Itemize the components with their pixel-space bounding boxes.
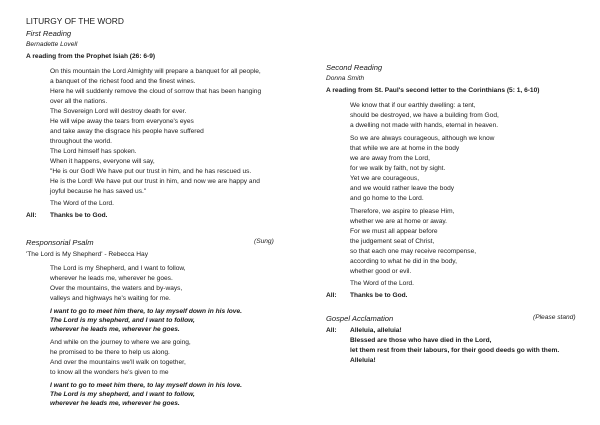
psalm-refrain-line: I want to go to meet him there, to lay myself down in his love. [50, 308, 242, 315]
psalm-verse-line: The Lord is my Shepherd, and I want to follow, [50, 265, 186, 272]
first-reading-reader: Bernadette Lovell [26, 41, 78, 48]
reading-line: "He is our God! We have put our trust in him, and he has rescued us. [50, 168, 252, 175]
reading-line: the judgement seat of Christ, [350, 238, 435, 245]
reading-line: throughout the world. [50, 138, 112, 145]
second-reading-source: A reading from St. Paul's second letter to the Corinthians (5: 1, 6-10) [326, 87, 540, 94]
reading-line: for we walk by faith, not by sight. [350, 165, 446, 172]
second-reading-reader: Donna Smith [326, 75, 365, 82]
reading-line: and take away the disgrace his people have suffered [50, 128, 204, 135]
acclamation-line: Alleluia! [350, 357, 376, 364]
reading-line: The Sovereign Lord will destroy death for ever. [50, 108, 187, 115]
acclamation-line: Alleluia, alleluia! [350, 327, 402, 334]
psalm-subtitle: 'The Lord is My Shepherd' - Rebecca Hay [26, 251, 148, 258]
reading-line: over all the nations. [50, 98, 108, 105]
psalm-refrain-line: The Lord is my shepherd, and I want to follow, [50, 391, 195, 398]
reading-line: that while we are at home in the body [350, 145, 460, 152]
reading-line: joyful because he has saved us." [50, 188, 147, 195]
acclamation-note: (Please stand) [533, 314, 576, 321]
second-reading-resp-label: All: [326, 292, 337, 299]
reading-line: and go home to the Lord. [350, 195, 424, 202]
first-reading-closing: The Word of the Lord. [50, 200, 115, 207]
reading-line: a banquet of the richest food and the finest wines. [50, 78, 196, 85]
psalm-refrain-line: I want to go to meet him there, to lay myself down in his love. [50, 382, 242, 389]
reading-line: and we would rather leave the body [350, 185, 455, 192]
reading-line: a dwelling not made with hands, eternal in heaven. [350, 122, 499, 129]
psalm-verse-line: And over the mountains we'll walk on together, [50, 359, 186, 366]
psalm-refrain-line: The Lord is my shepherd, and I want to follow, [50, 317, 195, 324]
reading-line: Here he will suddenly remove the cloud of sorrow that has been hanging [50, 88, 262, 95]
reading-line: When it happens, everyone will say, [50, 158, 155, 165]
second-reading-closing: The Word of the Lord. [350, 280, 415, 287]
acclamation-line: let them rest from their labours, for their good deeds go with them. [350, 347, 560, 354]
psalm-verse-line: And while on the journey to where we are going, [50, 339, 191, 346]
psalm-verse-line: wherever he leads me, wherever he goes. [50, 275, 173, 282]
psalm-note: (Sung) [254, 238, 274, 245]
reading-line: He will wipe away the tears from everyone's eyes [50, 118, 194, 125]
psalm-heading: Responsorial Psalm [26, 238, 94, 247]
acclamation-line: Blessed are those who have died in the Lord, [350, 337, 492, 344]
psalm-verse-line: Over the mountains, the waters and by-ways, [50, 285, 183, 292]
first-reading-heading: First Reading [26, 29, 72, 38]
first-reading-source: A reading from the Prophet Isiah (26: 6-9) [26, 53, 156, 60]
second-reading-resp-text: Thanks be to God. [350, 292, 408, 299]
acclamation-resp-label: All: [326, 327, 337, 334]
psalm-verse-line: to know all the wonders he's given to me [50, 369, 169, 376]
reading-line: we are away from the Lord, [350, 155, 430, 162]
reading-line: Yet we are courageous, [350, 175, 420, 182]
psalm-verse-line: valleys and highways he's waiting for me. [50, 295, 171, 302]
page-title: LITURGY OF THE WORD [26, 16, 124, 26]
psalm-refrain-line: wherever he leads me, wherever he goes. [50, 326, 180, 333]
reading-line: He is the Lord! We have put our trust in him, and now we are happy and [50, 178, 260, 185]
reading-line: We know that if our earthly dwelling: a tent, [350, 102, 476, 109]
first-reading-resp-text: Thanks be to God. [50, 212, 108, 219]
reading-line: On this mountain the Lord Almighty will prepare a banquet for all people, [50, 68, 261, 75]
acclamation-heading: Gospel Acclamation [326, 314, 394, 323]
first-reading-resp-label: All: [26, 212, 37, 219]
reading-line: So we are always courageous, although we know [350, 135, 495, 142]
reading-line: Therefore, we aspire to please Him, [350, 208, 455, 215]
reading-line: according to what he did in the body, [350, 258, 457, 265]
reading-line: The Lord himself has spoken. [50, 148, 137, 155]
psalm-verse-line: he promised to be there to help us along. [50, 349, 170, 356]
psalm-refrain-line: wherever he leads me, wherever he goes. [50, 400, 180, 407]
reading-line: whether good or evil. [350, 268, 412, 275]
second-reading-heading: Second Reading [326, 63, 383, 72]
reading-line: should be destroyed, we have a building from God, [350, 112, 499, 119]
reading-line: For we must all appear before [350, 228, 438, 235]
reading-line: so that each one may receive recompense, [350, 248, 477, 255]
reading-line: whether we are at home or away. [350, 218, 447, 225]
